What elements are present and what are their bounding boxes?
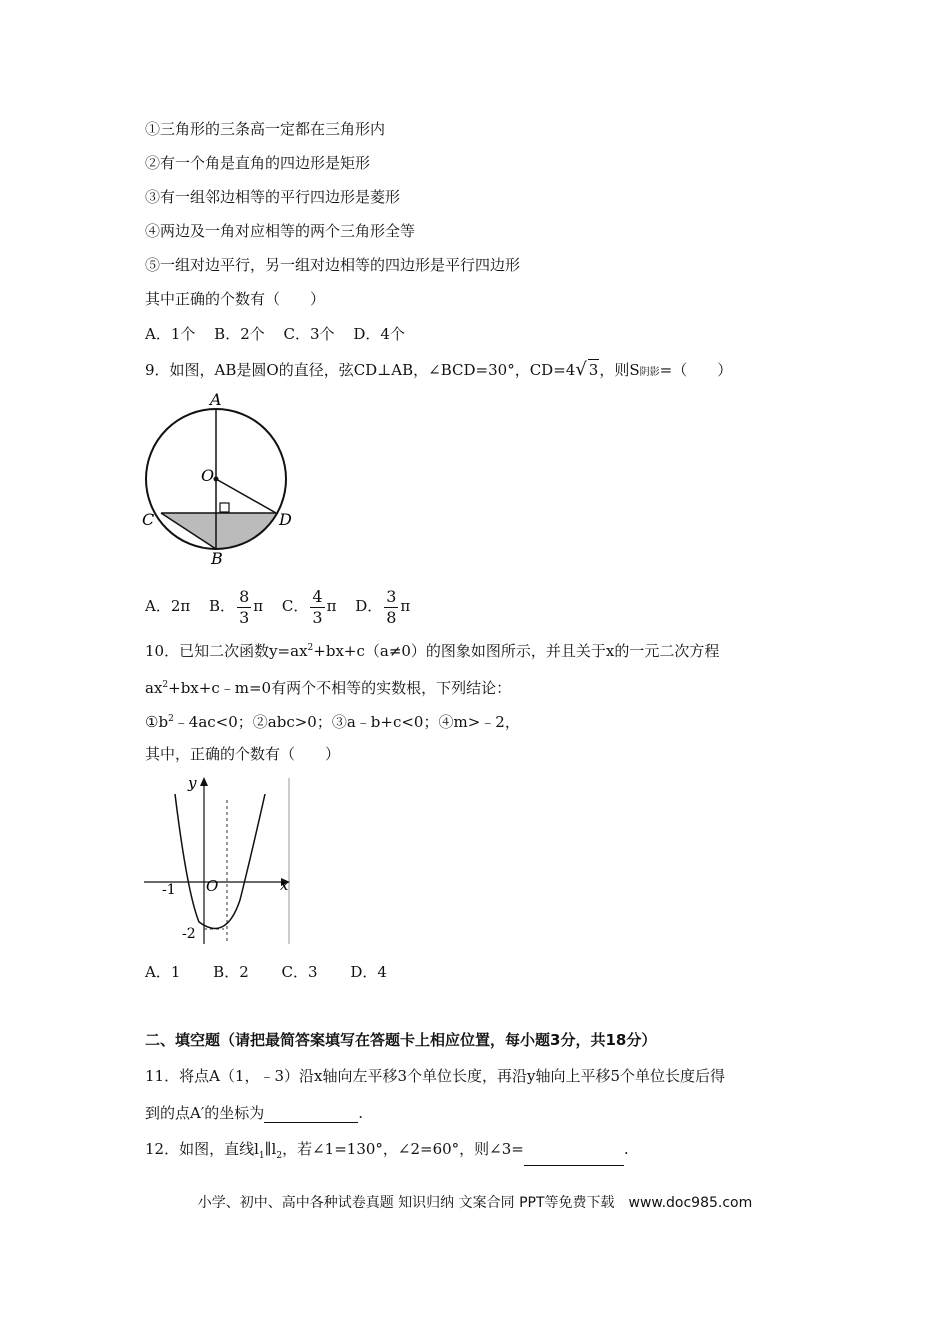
- q12-pre: 12．如图，直线l: [145, 1140, 259, 1158]
- q12-end: .: [623, 1140, 629, 1158]
- q9-option-d-pi: π: [400, 597, 411, 615]
- q9-shaded-region: [161, 513, 276, 549]
- q10-options: [145, 962, 401, 982]
- q9-center-dot: [214, 477, 219, 482]
- q10-label-origin: O: [206, 877, 219, 895]
- q10-option-c: C．3: [281, 963, 318, 981]
- q8-option-c: C．3个: [283, 325, 335, 343]
- q10-parabola: [175, 794, 265, 928]
- statement-1: ①三角形的三条高一定都在三角形内: [145, 120, 386, 138]
- q12-mid: ∥l: [264, 1140, 277, 1158]
- q9-label-o: O: [201, 466, 215, 485]
- q12-post: ，若∠1=130°，∠2=60°，则∠3=: [282, 1140, 524, 1158]
- q8-option-b: B．2个: [214, 325, 265, 343]
- q10-stem-line2: [145, 675, 511, 698]
- q9-option-c-numerator: 4: [312, 586, 323, 606]
- q10-y-arrow: [200, 777, 208, 786]
- q9-option-c-pi: π: [326, 597, 337, 615]
- q10-sup-1: 2: [307, 643, 314, 653]
- q9-option-b-denominator: 3: [239, 607, 250, 627]
- q10-label-x: x: [280, 876, 289, 894]
- q10-stem2-b: +bx+c﹣m=0有两个不相等的实数根，下列结论：: [168, 679, 512, 697]
- q11-line2: [145, 1103, 363, 1123]
- q12-answer-blank[interactable]: [524, 1149, 624, 1166]
- q11-answer-blank[interactable]: [264, 1106, 358, 1123]
- q9-options: [145, 588, 410, 626]
- q9-option-b-numerator: 8: [239, 586, 250, 606]
- q10-conclusions: [145, 709, 520, 732]
- q8-option-a: A．1个: [145, 325, 196, 343]
- q11-line1: 11．将点A（1，﹣3）沿x轴向左平移3个单位长度，再沿y轴向上平移5个单位长度后得: [145, 1067, 726, 1085]
- q12-stem: [145, 1139, 629, 1166]
- q9-label-a: A: [210, 390, 222, 409]
- q8-ask: 其中正确的个数有（ ）: [145, 290, 326, 308]
- q9-option-c-label: C．: [281, 597, 309, 615]
- q12-sub1: 1: [258, 1151, 265, 1161]
- q9-option-b-label: B．: [209, 597, 236, 615]
- q10-option-b: B．2: [213, 963, 249, 981]
- q9-label-d: D: [279, 510, 292, 529]
- q10-stem1-a: 10．已知二次函数y=ax: [145, 642, 308, 660]
- page-footer: 小学、初中、高中各种试卷真题 知识归纳 文案合同 PPT等免费下载 www.doc985.com: [197, 1195, 753, 1211]
- q10-ask: 其中，正确的个数有（ ）: [145, 745, 341, 763]
- q10-option-d: D．4: [350, 963, 387, 981]
- statement-3: ③有一组邻边相等的平行四边形是菱形: [145, 188, 401, 206]
- q10-sup-2: 2: [162, 680, 169, 690]
- q9-option-d-numerator: 3: [386, 586, 397, 606]
- q11-line2-pre: 到的点A′的坐标为: [145, 1104, 265, 1122]
- q9-option-c-fraction: [310, 586, 324, 627]
- q10-label-neg1: -1: [162, 882, 176, 898]
- q9-option-a: A．2π: [145, 597, 191, 615]
- section-2-heading: 二、填空题（请把最简答案填写在答题卡上相应位置，每小题3分，共18分）: [145, 1031, 657, 1049]
- q9-option-c-denominator: 3: [312, 607, 323, 627]
- q9-option-d-label: D．: [355, 597, 383, 615]
- q9-circle-figure: [140, 388, 300, 566]
- q8-options: [145, 324, 419, 344]
- q9-option-d-fraction: [384, 586, 398, 627]
- q10-sup-3: 2: [168, 714, 174, 724]
- statement-5: ⑤一组对边平行，另一组对边相等的四边形是平行四边形: [145, 256, 521, 274]
- q9-segment-od: [216, 479, 276, 513]
- q10-label-neg2: -2: [182, 926, 196, 942]
- q9-option-d-denominator: 8: [386, 607, 397, 627]
- q9-stem-post: ，则S: [599, 361, 640, 379]
- q10-parabola-graph: [142, 772, 294, 948]
- q9-sqrt-value: 3: [588, 361, 599, 379]
- q10-label-y: y: [188, 774, 197, 792]
- q10-stem2-a: ax: [145, 679, 163, 697]
- q8-option-d: D．4个: [353, 325, 405, 343]
- q9-label-b: B: [211, 549, 223, 566]
- q9-stem-pre: 9．如图，AB是圆O的直径，弦CD⊥AB，∠BCD=30°，CD=4: [145, 361, 576, 379]
- q10-stem3-b: ﹣4ac<0；②abc>0；③a﹣b+c<0；④m>﹣2，: [173, 713, 520, 731]
- q9-option-b-pi: π: [253, 597, 264, 615]
- q10-stem1-b: +bx+c（a≠0）的图象如图所示，并且关于x的一元二次方程: [313, 642, 720, 660]
- statement-2: ②有一个角是直角的四边形是矩形: [145, 154, 371, 172]
- q11-line2-end: .: [358, 1104, 364, 1122]
- q9-option-b-fraction: [237, 586, 251, 627]
- q10-stem-line1: [145, 638, 719, 661]
- q9-label-c: C: [142, 510, 155, 529]
- q10-stem3-a: ①b: [145, 713, 169, 731]
- q9-stem: 9．如图，AB是圆O的直径，弦CD⊥AB，∠BCD=30°，CD=4√ 3，则S阴影=（ ）: [145, 359, 733, 380]
- statement-4: ④两边及一角对应相等的两个三角形全等: [145, 222, 416, 240]
- q9-right-angle-mark: [220, 503, 229, 512]
- q9-subscript: 阴影: [639, 367, 660, 378]
- q9-stem-end: =（ ）: [659, 361, 733, 379]
- q12-sub2: 2: [276, 1151, 283, 1161]
- q10-option-a: A．1: [145, 963, 181, 981]
